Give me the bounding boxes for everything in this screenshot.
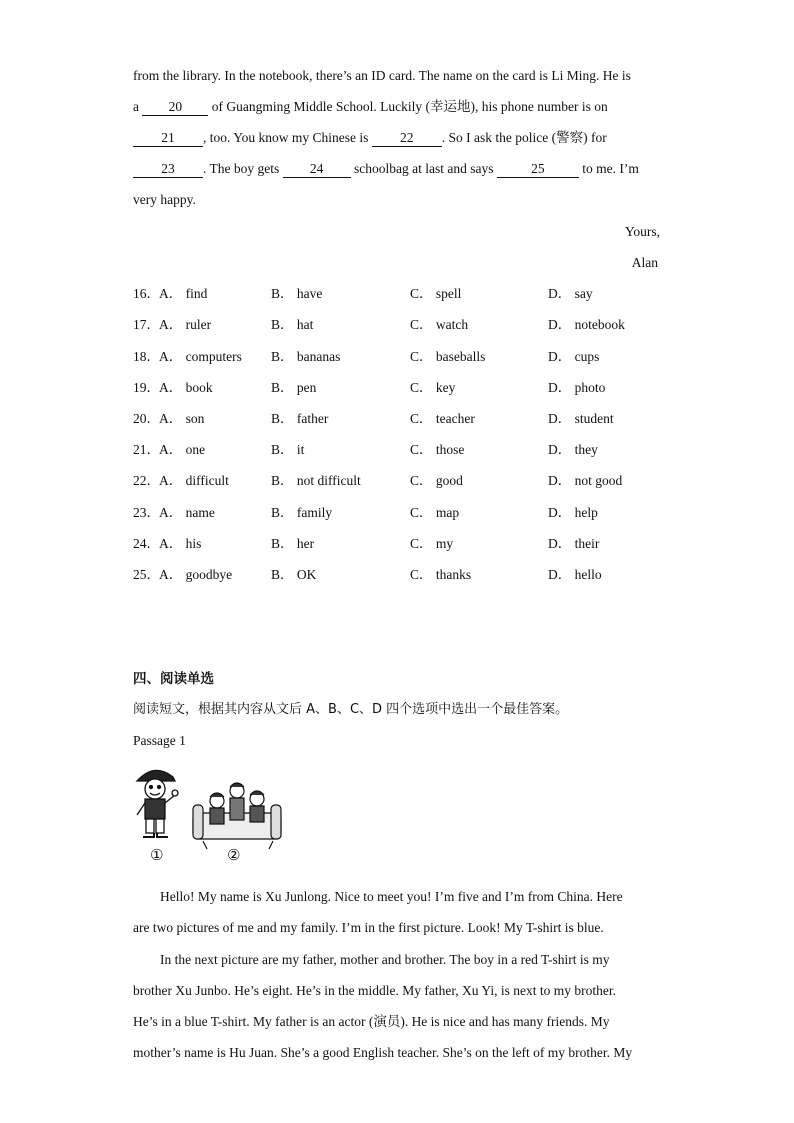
blank-22: 22 <box>372 130 442 147</box>
option-a[interactable]: A． book <box>159 380 213 395</box>
letter-line-4-mid2: schoolbag at last and says <box>350 161 497 176</box>
letter-signature: Alan <box>631 255 658 270</box>
figure-label-2: ② <box>227 846 241 864</box>
letter-line-4-mid: . The boy gets <box>203 161 283 176</box>
option-c[interactable]: C． key <box>410 380 456 395</box>
option-c[interactable]: C． spell <box>410 286 462 301</box>
question-number: 20． <box>133 411 160 426</box>
question-17 <box>133 316 663 334</box>
letter-line-3 <box>133 129 607 147</box>
passage-p1-line1: Hello! My name is Xu Junlong. Nice to meet you! I’m five and I’m from China. Here <box>160 889 623 904</box>
option-b[interactable]: B． hat <box>271 317 314 332</box>
option-a[interactable]: A． his <box>159 536 202 551</box>
question-20 <box>133 410 663 428</box>
option-d[interactable]: D． say <box>548 286 593 301</box>
option-b[interactable]: B． OK <box>271 567 317 582</box>
passage-p2-line2: brother Xu Junbo. He’s eight. He’s in the middle. My father, Xu Yi, is next to my brother. <box>133 983 617 998</box>
option-c[interactable]: C． good <box>410 473 463 488</box>
letter-line-2-post: of Guangming Middle School. Luckily (幸运地), his phone number is on <box>208 99 608 114</box>
figure-label-1: ① <box>150 846 164 864</box>
question-22 <box>133 472 663 490</box>
option-d[interactable]: D． hello <box>548 567 602 582</box>
option-d[interactable]: D． not good <box>548 473 623 488</box>
question-24 <box>133 535 663 553</box>
option-b[interactable]: B． have <box>271 286 323 301</box>
option-d[interactable]: D． cups <box>548 349 600 364</box>
option-c[interactable]: C． those <box>410 442 465 457</box>
option-b[interactable]: B． father <box>271 411 329 426</box>
option-a[interactable]: A． son <box>159 411 205 426</box>
option-c[interactable]: C． baseballs <box>410 349 486 364</box>
question-number: 25． <box>133 567 160 582</box>
section-title: 四、阅读单选 <box>133 671 214 687</box>
passage-label: Passage 1 <box>133 733 186 748</box>
option-b[interactable]: B． not difficult <box>271 473 361 488</box>
option-a[interactable]: A． find <box>159 286 208 301</box>
option-b[interactable]: B． pen <box>271 380 317 395</box>
letter-closing: Yours, <box>624 224 660 239</box>
option-d[interactable]: D． their <box>548 536 600 551</box>
letter-line-4 <box>133 160 639 178</box>
passage-illustration <box>133 765 283 870</box>
option-a[interactable]: A． one <box>159 442 206 457</box>
question-number: 19． <box>133 380 160 395</box>
passage-p2-line3: He’s in a blue T-shirt. My father is an actor (演员). He is nice and has many friends. My <box>133 1014 610 1029</box>
option-a[interactable]: A． computers <box>159 349 242 364</box>
boy-figure <box>137 770 178 837</box>
option-b[interactable]: B． bananas <box>271 349 341 364</box>
letter-line-3-post: . So I ask the police (警察) for <box>441 130 607 145</box>
letter-line-5: very happy. <box>133 192 196 207</box>
family-figure <box>193 783 281 849</box>
option-a[interactable]: A． difficult <box>159 473 229 488</box>
passage-p1-line2: are two pictures of me and my family. I’m in the first picture. Look! My T-shirt is blue. <box>133 920 604 935</box>
question-number: 16． <box>133 286 160 301</box>
question-number: 18． <box>133 349 160 364</box>
letter-line-3-mid: , too. You know my Chinese is <box>203 130 372 145</box>
option-b[interactable]: B． family <box>271 505 333 520</box>
option-c[interactable]: C． teacher <box>410 411 475 426</box>
question-number: 17． <box>133 317 160 332</box>
question-23 <box>133 504 663 522</box>
question-18 <box>133 348 663 366</box>
option-b[interactable]: B． her <box>271 536 315 551</box>
family-pictures-image <box>133 765 283 870</box>
passage-p2-line4: mother’s name is Hu Juan. She’s a good English teacher. She’s on the left of my brother. My <box>133 1045 633 1060</box>
blank-21: 21 <box>133 130 203 147</box>
question-16 <box>133 285 663 303</box>
option-c[interactable]: C． thanks <box>410 567 472 582</box>
passage-p2-line1: In the next picture are my father, mother and brother. The boy in a red T-shirt is my <box>160 952 610 967</box>
question-number: 21． <box>133 442 160 457</box>
option-d[interactable]: D． student <box>548 411 614 426</box>
option-d[interactable]: D． help <box>548 505 598 520</box>
letter-line-1: from the library. In the notebook, there’s an ID card. The name on the card is Li Ming. He is <box>133 68 631 83</box>
blank-20: 20 <box>142 99 208 116</box>
section-instruction: 阅读短文，根据其内容从文后 A、B、C、D 四个选项中选出一个最佳答案。 <box>133 702 569 717</box>
question-number: 24． <box>133 536 160 551</box>
letter-line-4-post: to me. I’m <box>578 161 639 176</box>
option-c[interactable]: C． my <box>410 536 454 551</box>
letter-line-2 <box>133 98 608 116</box>
option-b[interactable]: B． it <box>271 442 305 457</box>
option-d[interactable]: D． photo <box>548 380 606 395</box>
question-19 <box>133 379 663 397</box>
question-number: 22． <box>133 473 160 488</box>
option-d[interactable]: D． notebook <box>548 317 625 332</box>
letter-line-2-pre: a <box>133 99 143 114</box>
option-a[interactable]: A． name <box>159 505 215 520</box>
option-c[interactable]: C． watch <box>410 317 469 332</box>
question-21 <box>133 441 663 459</box>
question-25 <box>133 566 663 584</box>
blank-25: 25 <box>497 161 579 178</box>
option-d[interactable]: D． they <box>548 442 598 457</box>
option-a[interactable]: A． goodbye <box>159 567 233 582</box>
option-c[interactable]: C． map <box>410 505 460 520</box>
option-a[interactable]: A． ruler <box>159 317 212 332</box>
blank-23: 23 <box>133 161 203 178</box>
question-number: 23． <box>133 505 160 520</box>
blank-24: 24 <box>283 161 351 178</box>
